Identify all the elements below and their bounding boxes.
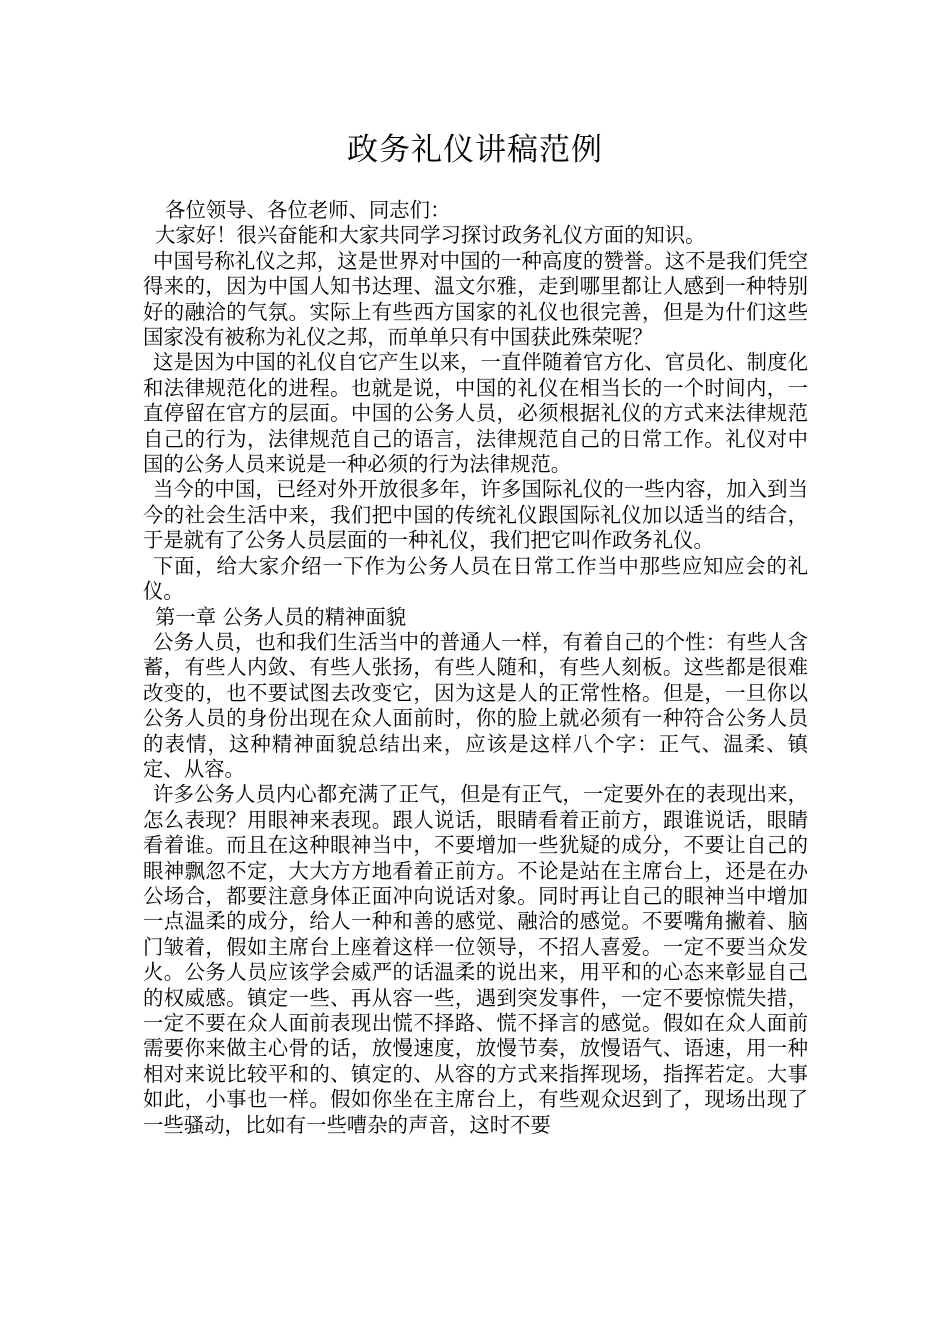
salutation: 各位领导、各位老师、同志们： [165,198,451,222]
paragraph: 中国号称礼仪之邦，这是世界对中国的一种高度的赞誉。这不是我们凭空得来的，因为中国人知书达理、温文尔雅，走到哪里都让人感到一种特别好的融洽的气氛。实际上有些西方国家的礼仪也很完善，但是为什们这些国家没有被称为礼仪之邦，而单单只有中国获此殊荣呢？ [143,248,808,350]
chapter-paragraph: 许多公务人员内心都充满了正气，但是有正气，一定要外在的表现出来，怎么表现？用眼神来表现。跟人说话，眼睛看着正前方，跟谁说话，眼睛看着谁。而且在这种眼神当中，不要增加一些犹疑的成分，不要让自己的眼神飘忽不定，大大方方地看着正前方。不论是站在主席台上，还是在办公场合，都要注意身体正面冲向说话对象。同时再让自己的眼神当中增加一点温柔的成分，给人一种和善的感觉、融洽的感觉。不要嘴角撇着、脑门皱着，假如主席台上座着这样一位领导，不招人喜爱。一定不要当众发火。公务人员应该学会威严的话温柔的说出来，用平和的心态来彰显自己的权威感。镇定一些、再从容一些，遇到突发事件，一定不要惊慌失措，一定不要在众人面前表现出慌不择路、慌不择言的感觉。假如在众人面前需要你来做主心骨的话，放慢速度，放慢节奏，放慢语气、语速，用一种相对来说比较平和的、镇定的、从容的方式来指挥现场，指挥若定。大事如此，小事也一样。假如你坐在主席台上，有些观众迟到了，现场出现了一些骚动，比如有一些嘈杂的声音，这时不要 [143,782,808,1137]
document-title: 政务礼仪讲稿范例 [347,132,603,168]
chapter-heading: 第一章 公务人员的精神面貌 [155,604,407,629]
paragraph: 这是因为中国的礼仪自它产生以来，一直伴随着官方化、官员化、制度化和法律规范化的进程。也就是说，中国的礼仪在相当长的一个时间内，一直停留在官方的层面。中国的公务人员，必须根据礼仪的方式来法律规范自己的行为，法律规范自己的语言，法律规范自己的日常工作。礼仪对中国的公务人员来说是一种必须的行为法律规范。 [143,350,808,477]
paragraph: 下面，给大家介绍一下作为公务人员在日常工作当中那些应知应会的礼仪。 [143,553,808,604]
greeting: 大家好！很兴奋能和大家共同学习探讨政务礼仪方面的知识。 [155,223,706,248]
chapter-paragraph: 公务人员，也和我们生活当中的普通人一样，有着自己的个性：有些人含蓄，有些人内敛、有些人张扬，有些人随和，有些人刻板。这些都是很难改变的，也不要试图去改变它，因为这是人的正常性格。但是，一旦你以公务人员的身份出现在众人面前时，你的脸上就必须有一种符合公务人员的表情，这种精神面貌总结出来，应该是这样八个字：正气、温柔、镇定、从容。 [143,629,808,781]
document-body [143,198,808,1138]
paragraph: 当今的中国，已经对外开放很多年，许多国际礼仪的一些内容，加入到当今的社会生活中来，我们把中国的传统礼仪跟国际礼仪加以适当的结合，于是就有了公务人员层面的一种礼仪，我们把它叫作政务礼仪。 [143,477,808,553]
